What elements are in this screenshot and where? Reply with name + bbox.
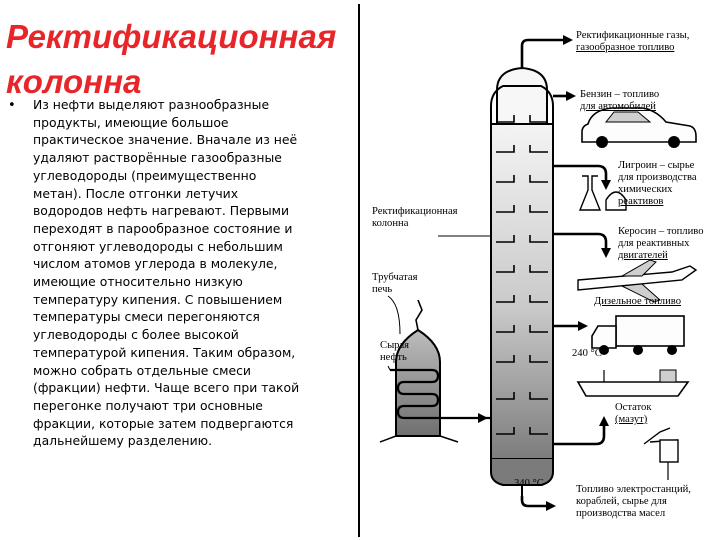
bullet-line: метан). После отгонки летучих (33, 185, 239, 201)
label-kerosene: Керосин – топливо для реактивных двигателей (618, 226, 704, 261)
title-line-1: Ректификационная (6, 18, 337, 55)
label-temp-240: 240 °С (572, 348, 602, 359)
bullet-line: можно собрать отдельные смеси (33, 362, 251, 378)
bullet-line: температуру кипения. С повышением (33, 291, 283, 307)
label-ligroin: Лигроин – сырье для производства химических реактивов (618, 160, 697, 207)
car-icon (582, 108, 696, 148)
bullet-line: числом атомов углерода в молекуле, (33, 256, 278, 272)
bullet-line: переходят в парообразное состояние и (33, 220, 293, 236)
bullet-line: Из нефти выделяют разнообразные (33, 97, 270, 112)
bullet-line: температурой кипения. Таким образом, (33, 344, 296, 360)
bullet-marker: • (8, 98, 16, 113)
bullet-line: удаляют растворённые газообразные (33, 150, 282, 166)
bullet-line: имеющие относительно низкую (33, 274, 243, 290)
oil-can-icon (644, 428, 678, 480)
distillation-diagram-graphic (360, 4, 717, 537)
bullet-line: практическое значение. Вначале из неё (33, 132, 298, 148)
bullet-line: (фракции) нефти. Чаще всего при такой (33, 380, 300, 396)
label-crude-oil: Сырая нефть (380, 340, 410, 363)
distillation-diagram (358, 4, 717, 537)
tube-furnace (380, 300, 491, 442)
bullet-line: перегонке получают три основные (33, 397, 263, 413)
title-line-2: колонна (6, 63, 142, 100)
slide-title (6, 14, 356, 104)
bullet-line: отгоняют углеводороды с небольшим (33, 238, 283, 254)
label-diesel: Дизельное топливо (594, 296, 681, 307)
bullet-line: температуры смеси перегоняются (33, 309, 260, 325)
bullet-line: продукты, имеющие большое (33, 114, 229, 130)
label-residue: Остаток (мазут) (615, 402, 652, 425)
bullet-line: дальнейшему разделению. (33, 433, 213, 449)
label-fuel-oil: Топливо электростанций, кораблей, сырье для производства масел (576, 484, 691, 519)
bullet-line: углеводороды с более высокой (33, 327, 239, 343)
label-gases: Ректификационные газы, газообразное топливо (576, 30, 690, 53)
distillation-column (491, 68, 553, 496)
bullet-line: водородов нефть нагревают. Первыми (33, 203, 290, 219)
ship-icon (578, 370, 688, 396)
label-column: Ректификационная колонна (372, 206, 458, 229)
label-gasoline: Бензин – топливо для автомобилей (580, 89, 660, 112)
label-furnace: Трубчатая печь (372, 272, 418, 295)
bullet-line: углеводороды (преимущественно (33, 167, 257, 183)
truck-icon (592, 316, 684, 355)
bullet-line: фракции, которые затем подвергаются (33, 415, 294, 431)
bullet-paragraph (33, 96, 359, 450)
label-temp-340: 340 °С (514, 478, 544, 489)
